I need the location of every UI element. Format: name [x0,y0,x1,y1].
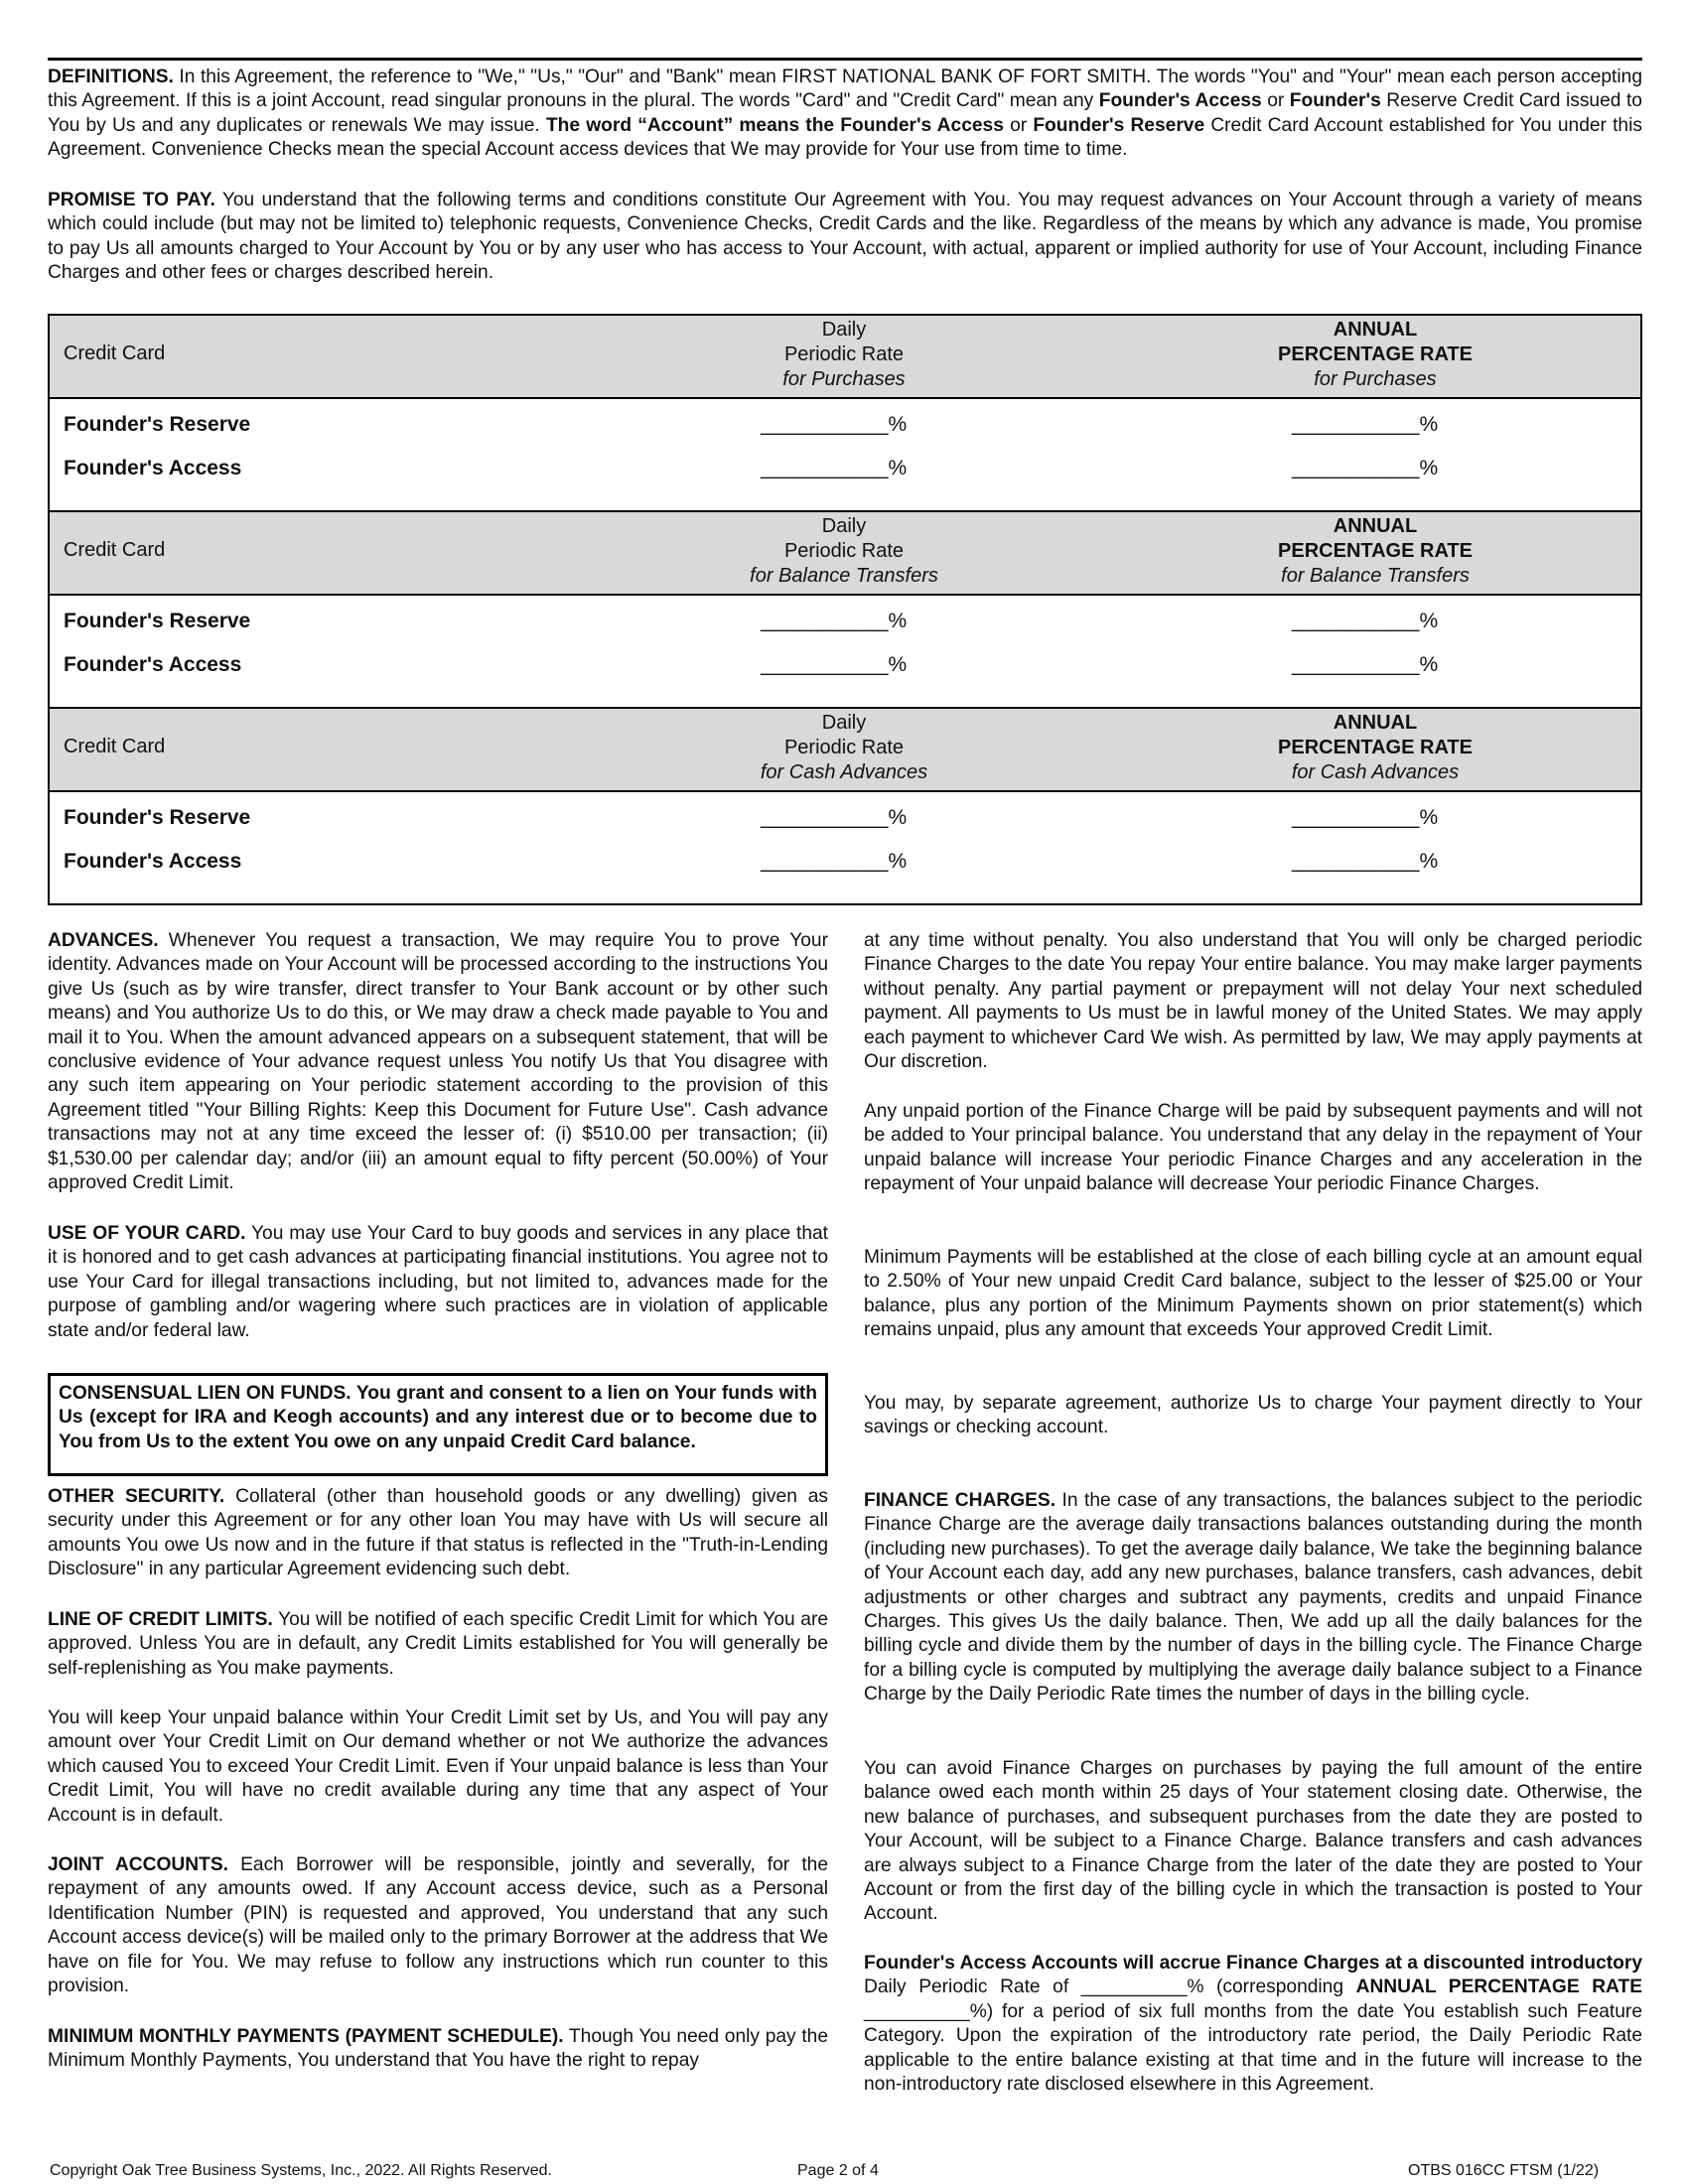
daily-rate-blank[interactable]: ___________% [761,413,908,436]
daily-line-3: for Balance Transfers [750,565,938,587]
daily-rate-blank[interactable]: ___________% [761,610,908,632]
apr-line-1: ANNUAL [1333,319,1418,341]
daily-rate-blank[interactable]: ___________% [761,806,908,829]
minimum-payments-amount-text: Minimum Payments will be established at the close of each billing cycle at an amount equal to 2.50% of Your new unpaid Credit Card balance, subject to the lesser of $25.00 or Your balance, plus any portion of the Minimum Payments shown on prior statement(s) which remains unpaid, plus any amount that exceeds Your approved Credit Limit. [864,1247,1642,1341]
row-label-founders-reserve: Founder's Reserve [64,610,251,632]
line-of-credit-paragraph [48,1608,828,1681]
section-label: Credit Card [64,736,166,757]
apr-line-2: PERCENTAGE RATE [1278,343,1473,365]
advances-paragraph [48,929,828,1195]
row-label-founders-access: Founder's Access [64,653,242,676]
definitions-founders-reserve-2: Founder's Reserve [1033,114,1205,136]
definitions-paragraph [48,66,1642,163]
apr-line-1: ANNUAL [1333,712,1418,734]
apr-line-3: for Balance Transfers [1281,565,1470,587]
rate-section-body-cash-advances [50,792,1640,901]
minimum-payments-paragraph [48,2025,828,2074]
definitions-account-def: The word “Account” means the Founder's Access [545,114,1004,136]
rate-section-header-balance-transfers [50,510,1640,596]
definitions-text-1: In this Agreement, the reference to "We," "Us," "Our" and "Bank" mean FIRST NATIONAL BANK OF FORT SMITH. The words "You" and "Your" mean each person accepting this Agreement. If this is a joint Account, read singular pronouns in the plural. The words "Card" and "Credit Card" mean any [48,67,1642,112]
daily-rate-header [655,711,1033,785]
repay-continuation-text: at any time without penalty. You also understand that You will only be charged periodic Finance Charges to the date You repay Your entire balance. You may make larger payments without penalty. Any partial payment or prepayment will not delay Your next scheduled payment. All payments to Us must be in lawful money of the United States. We may apply each payment to whichever Card We wish. As permitted by law, We may apply payments at Our discretion. [864,930,1642,1073]
promise-heading: PROMISE TO PAY. [48,190,215,210]
definitions-or-1: or [1267,90,1285,112]
apr-blank[interactable]: ___________% [1292,457,1439,479]
unpaid-finance-text: Any unpaid portion of the Finance Charge will be paid by subsequent payments and will not be added to Your principal balance. You understand that any delay in the repayment of Your unpaid balance will increase Your periodic Finance Charges and any acceleration in the repayment of Your unpaid balance will decrease Your periodic Finance Charges. [864,1101,1642,1195]
daily-line-3: for Cash Advances [760,761,928,783]
unpaid-balance-paragraph [48,1706,828,1828]
minimum-payments-amount-paragraph [864,1246,1642,1343]
row-label-founders-reserve: Founder's Reserve [64,413,251,436]
promise-paragraph [48,189,1642,286]
definitions-heading: DEFINITIONS. [48,67,174,87]
finance-charges-heading: FINANCE CHARGES. [864,1490,1056,1511]
unpaid-finance-paragraph [864,1100,1642,1197]
daily-rate-blank[interactable]: ___________% [761,457,908,479]
minimum-payments-text: Though You need only pay the Minimum Monthly Payments, You understand that You have the right to repay [48,2026,828,2072]
daily-line-3: for Purchases [782,368,906,390]
introductory-apr-label: ANNUAL PERCENTAGE RATE [1355,1977,1642,1998]
repay-continuation-paragraph [864,929,1642,1074]
finance-charges-paragraph [864,1489,1642,1707]
form-id: OTBS 016CC FTSM (1/22) [1408,2162,1600,2179]
introductory-rate-heading: Founder's Access Accounts will accrue Finance Charges at a discounted introductory [864,1953,1642,1974]
advances-text: Whenever You request a transaction, We may require You to prove Your identity. Advances made on Your Account will be processed according to the instructions You give Us (such as by wire transfer, direct transfer to Your Bank account or by other such means) and You authorize Us to do this, or We may draw a check made payable to You and mail it to You. When the amount advanced appears on a subsequent statement, that will be conclusive evidence of Your advance request unless You notify Us that You disagree with any such item appearing on Your periodic statement according to the provision of this Agreement titled "Your Billing Rights: Keep this Document for Future Use". Cash advance transactions may not at any time exceed the lesser of: (i) $510.00 per transaction; (ii) $1,530.00 per calendar day; and/or (iii) an amount equal to fifty percent (50.00%) of Your approved Credit Limit. [48,930,828,1194]
row-label-founders-reserve: Founder's Reserve [64,806,251,829]
consensual-lien-text: CONSENSUAL LIEN ON FUNDS. You grant and consent to a lien on Your funds with Us (except for IRA and Keogh accounts) and any interest due or to become due to You from Us to the extent You owe on any unpaid Credit Card balance. [59,1383,817,1452]
section-label: Credit Card [64,342,166,364]
avoid-finance-paragraph [864,1757,1642,1927]
apr-header [1187,318,1564,392]
daily-line-2: Periodic Rate [783,343,905,365]
daily-line-1: Daily [821,712,867,734]
other-security-text: Collateral (other than household goods or any dwelling) given as security under this Agreement or for any other loan You may have with Us will secure all amounts You owe Us now and in the future if that status is reflected in the "Truth-in-Lending Disclosure" in any particular Agreement evidencing such debt. [48,1486,828,1580]
apr-blank[interactable]: ___________% [1292,610,1439,632]
definitions-founders-reserve: Founder's [1289,90,1381,112]
daily-line-1: Daily [821,319,867,341]
daily-rate-blank[interactable]: ___________% [761,850,908,873]
daily-line-1: Daily [821,515,867,537]
joint-accounts-paragraph [48,1853,828,1998]
separate-agreement-text: You may, by separate agreement, authorize Us to charge Your payment directly to Your savings or checking account. [864,1393,1642,1438]
introductory-rate-text-2: __________%) for a period of six full months from the date You establish such Feature Category. Upon the expiration of the introductory rate period, the Daily Periodic Rate applicable to the entire balance existing at that time and in the future will increase to the non-introductory rate disclosed elsewhere in this Agreement. [864,2000,1642,2096]
advances-heading: ADVANCES. [48,930,159,951]
apr-blank[interactable]: ___________% [1292,850,1439,873]
use-card-heading: USE OF YOUR CARD. [48,1223,246,1244]
daily-rate-blank[interactable]: ___________% [761,653,908,676]
promise-text: You understand that the following terms and conditions constitute Our Agreement with You. You may request advances on Your Account through a variety of means which could include (but may not be limited to) telephonic requests, Convenience Checks, Credit Cards and the like. Regardless of the means by which any advance is made, You promise to pay Us all amounts charged to Your Account by You or by any user who has access to Your Account, with actual, apparent or implied authority for use of Your Account, including Finance Charges and other fees or charges described herein. [48,190,1643,284]
apr-header [1187,514,1564,589]
use-card-text: You may use Your Card to buy goods and services in any place that it is honored and to get cash advances at participating financial institutions. You agree not to use Your Card for illegal transactions including, but not limited to, advances made for the purpose of gambling and/or wagering where such practices are in violation of applicable state and/or federal law. [48,1223,829,1341]
document-page [48,58,1643,2179]
unpaid-balance-text: You will keep Your unpaid balance within Your Credit Limit set by Us, and You will pay any amount over Your Credit Limit on Our demand whether or not We authorize the advances which caused You to exceed Your Credit Limit. Even if Your unpaid balance is less than Your Credit Limit, You will have no credit available during any time that any aspect of Your Account is in default. [48,1707,828,1826]
apr-line-3: for Cash Advances [1291,761,1460,783]
rate-section-header-cash-advances [50,707,1640,792]
finance-charges-text: In the case of any transactions, the balances subject to the periodic Finance Charge are the average daily transactions balances outstanding during the month (including new purchases). To get the average daily balance, We take the beginning balance of Your Account each day, add any new purchases, balance transfers, cash advances, debit adjustments or other charges and subtract any payments, credits and unpaid Finance Charges. This gives Us the daily balance. Then, We add up all the daily balances for the billing cycle and divide them by the number of days in the billing cycle. The Finance Charge for a billing cycle is computed by multiplying the average daily balance subject to a Finance Charge by the Daily Periodic Rate times the number of days in the billing cycle. [864,1490,1642,1706]
rate-section-body-purchases [50,399,1640,510]
row-label-founders-access: Founder's Access [64,457,242,479]
separate-agreement-paragraph [864,1392,1642,1440]
daily-rate-header [655,318,1033,392]
definitions-founders-access: Founder's Access [1098,90,1262,112]
introductory-rate-text-1: Daily Periodic Rate of __________% (corresponding [864,1977,1344,1998]
apr-line-2: PERCENTAGE RATE [1278,540,1473,562]
rate-table [48,314,1642,905]
apr-line-2: PERCENTAGE RATE [1278,737,1473,758]
definitions-or-2: or [1010,114,1028,136]
use-card-paragraph [48,1222,828,1343]
other-security-heading: OTHER SECURITY. [48,1486,225,1507]
row-label-founders-access: Founder's Access [64,850,242,873]
page-number: Page 2 of 4 [797,2162,879,2179]
joint-accounts-text: Each Borrower will be responsible, jointly and severally, for the repayment of any amounts owed. If any Account access device, such as a Personal Identification Number (PIN) is requested and approved, You understand that any such Account access device(s) will be mailed only to the primary Borrower at the address that We have on file for You. We may refuse to follow any instructions which run counter to this provision. [48,1854,828,1997]
line-of-credit-heading: LINE OF CREDIT LIMITS. [48,1609,273,1630]
consensual-lien-box [48,1373,828,1476]
top-rule [48,58,1642,61]
apr-blank[interactable]: ___________% [1292,806,1439,829]
copyright-footer: Copyright Oak Tree Business Systems, Inc., 2022. All Rights Reserved. [50,2162,552,2179]
rate-section-body-balance-transfers [50,596,1640,707]
definitions-text-2: Reserve Credit Card issued to You by Us and any duplicates or renewals We may issue. [48,90,1642,136]
avoid-finance-text: You can avoid Finance Charges on purchases by paying the full amount of the entire balance owed each month within 25 days of Your statement closing date. Otherwise, the new balance of purchases, and subsequent purchases from the date they are posted to Your Account, will be subject to a Finance Charge. Balance transfers and cash advances are always subject to a Finance Charge from the later of the date they are posted to Your Account or from the first day of the billing cycle in which the transaction is posted to Your Account. [864,1758,1642,1925]
other-security-paragraph [48,1485,828,1582]
line-of-credit-text: You will be notified of each specific Credit Limit for which You are approved. Unless You are in default, any Credit Limits established for You will generally be self-replenishing as You make payments. [48,1609,829,1679]
apr-blank[interactable]: ___________% [1292,413,1439,436]
apr-header [1187,711,1564,785]
introductory-rate-paragraph [864,1952,1642,2097]
definitions-text-3: Credit Card Account established for You under this Agreement. Convenience Checks mean the special Account access devices that We may provide for Your use from time to time. [48,114,1642,161]
joint-accounts-heading: JOINT ACCOUNTS. [48,1854,228,1875]
apr-line-1: ANNUAL [1333,515,1418,537]
daily-rate-header [655,514,1033,589]
rate-section-header-purchases [50,316,1640,399]
apr-blank[interactable]: ___________% [1292,653,1439,676]
minimum-payments-heading: MINIMUM MONTHLY PAYMENTS (PAYMENT SCHEDULE). [48,2026,564,2047]
section-label: Credit Card [64,539,166,561]
daily-line-2: Periodic Rate [783,737,905,758]
daily-line-2: Periodic Rate [783,540,905,562]
apr-line-3: for Purchases [1314,368,1437,390]
